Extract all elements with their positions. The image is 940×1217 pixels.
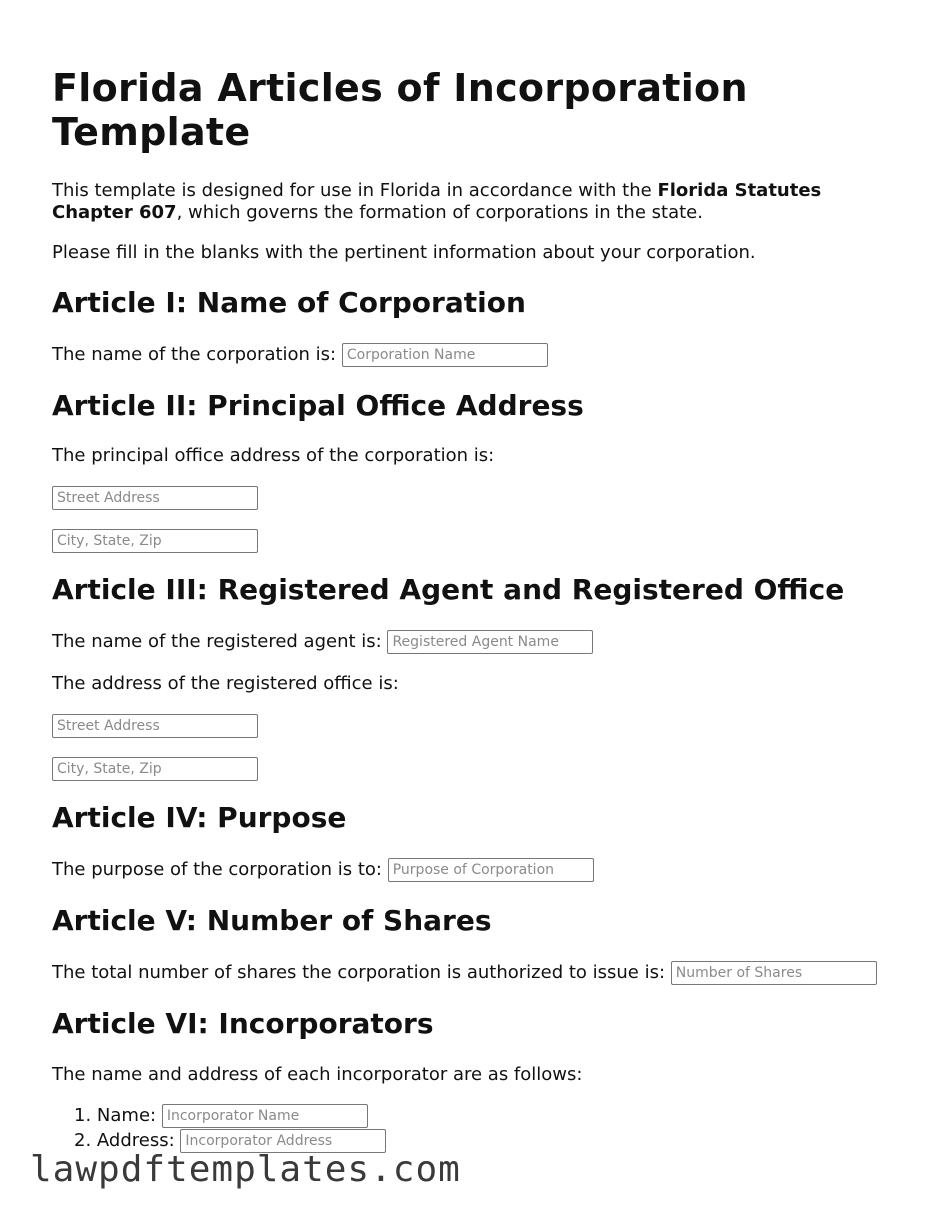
registered-city-input[interactable] — [52, 757, 258, 781]
principal-city-input[interactable] — [52, 529, 258, 553]
intro-text-after: , which governs the formation of corporations in the state. — [176, 202, 703, 223]
incorporator-name-label: Name: — [96, 1105, 157, 1126]
list-number: 2. — [74, 1130, 92, 1151]
incorporator-address-label: Address: — [96, 1130, 175, 1151]
list-item — [74, 1104, 368, 1128]
site-watermark: lawpdftemplates.com — [30, 1149, 461, 1190]
article-3-heading: Article III: Registered Agent and Registered Office — [52, 573, 845, 606]
registered-office-label: The address of the registered office is: — [52, 673, 399, 694]
principal-street-input[interactable] — [52, 486, 258, 510]
principal-address-label: The principal office address of the corporation is: — [52, 445, 495, 466]
corporation-name-input[interactable] — [342, 343, 548, 367]
article-5-row — [52, 961, 877, 985]
purpose-label: The purpose of the corporation is to: — [52, 859, 382, 880]
purpose-input[interactable] — [388, 858, 594, 882]
shares-label: The total number of shares the corporation is authorized to issue is: — [52, 962, 666, 983]
article-3-agent-row — [52, 630, 593, 654]
article-4-heading: Article IV: Purpose — [52, 801, 347, 834]
list-number: 1. — [74, 1105, 92, 1126]
page-title: Florida Articles of Incorporation Template — [52, 66, 748, 154]
registered-agent-label: The name of the registered agent is: — [52, 631, 382, 652]
corporation-name-label: The name of the corporation is: — [52, 344, 337, 365]
article-1-heading: Article I: Name of Corporation — [52, 286, 526, 319]
statute-reference: Florida Statutes Chapter 607 — [52, 180, 822, 223]
intro-paragraph — [52, 180, 872, 224]
article-4-row — [52, 858, 594, 882]
registered-street-input[interactable] — [52, 714, 258, 738]
incorporator-name-input[interactable] — [162, 1104, 368, 1128]
intro-text-before: This template is designed for use in Florida in accordance with the — [52, 180, 658, 201]
article-6-heading: Article VI: Incorporators — [52, 1007, 434, 1040]
instruction-text: Please fill in the blanks with the pertinent information about your corporation. — [52, 242, 756, 263]
article-5-heading: Article V: Number of Shares — [52, 904, 492, 937]
article-2-heading: Article II: Principal Office Address — [52, 389, 584, 422]
shares-input[interactable] — [671, 961, 877, 985]
registered-agent-input[interactable] — [387, 630, 593, 654]
incorporators-label: The name and address of each incorporator are as follows: — [52, 1064, 583, 1085]
article-1-row — [52, 343, 548, 367]
